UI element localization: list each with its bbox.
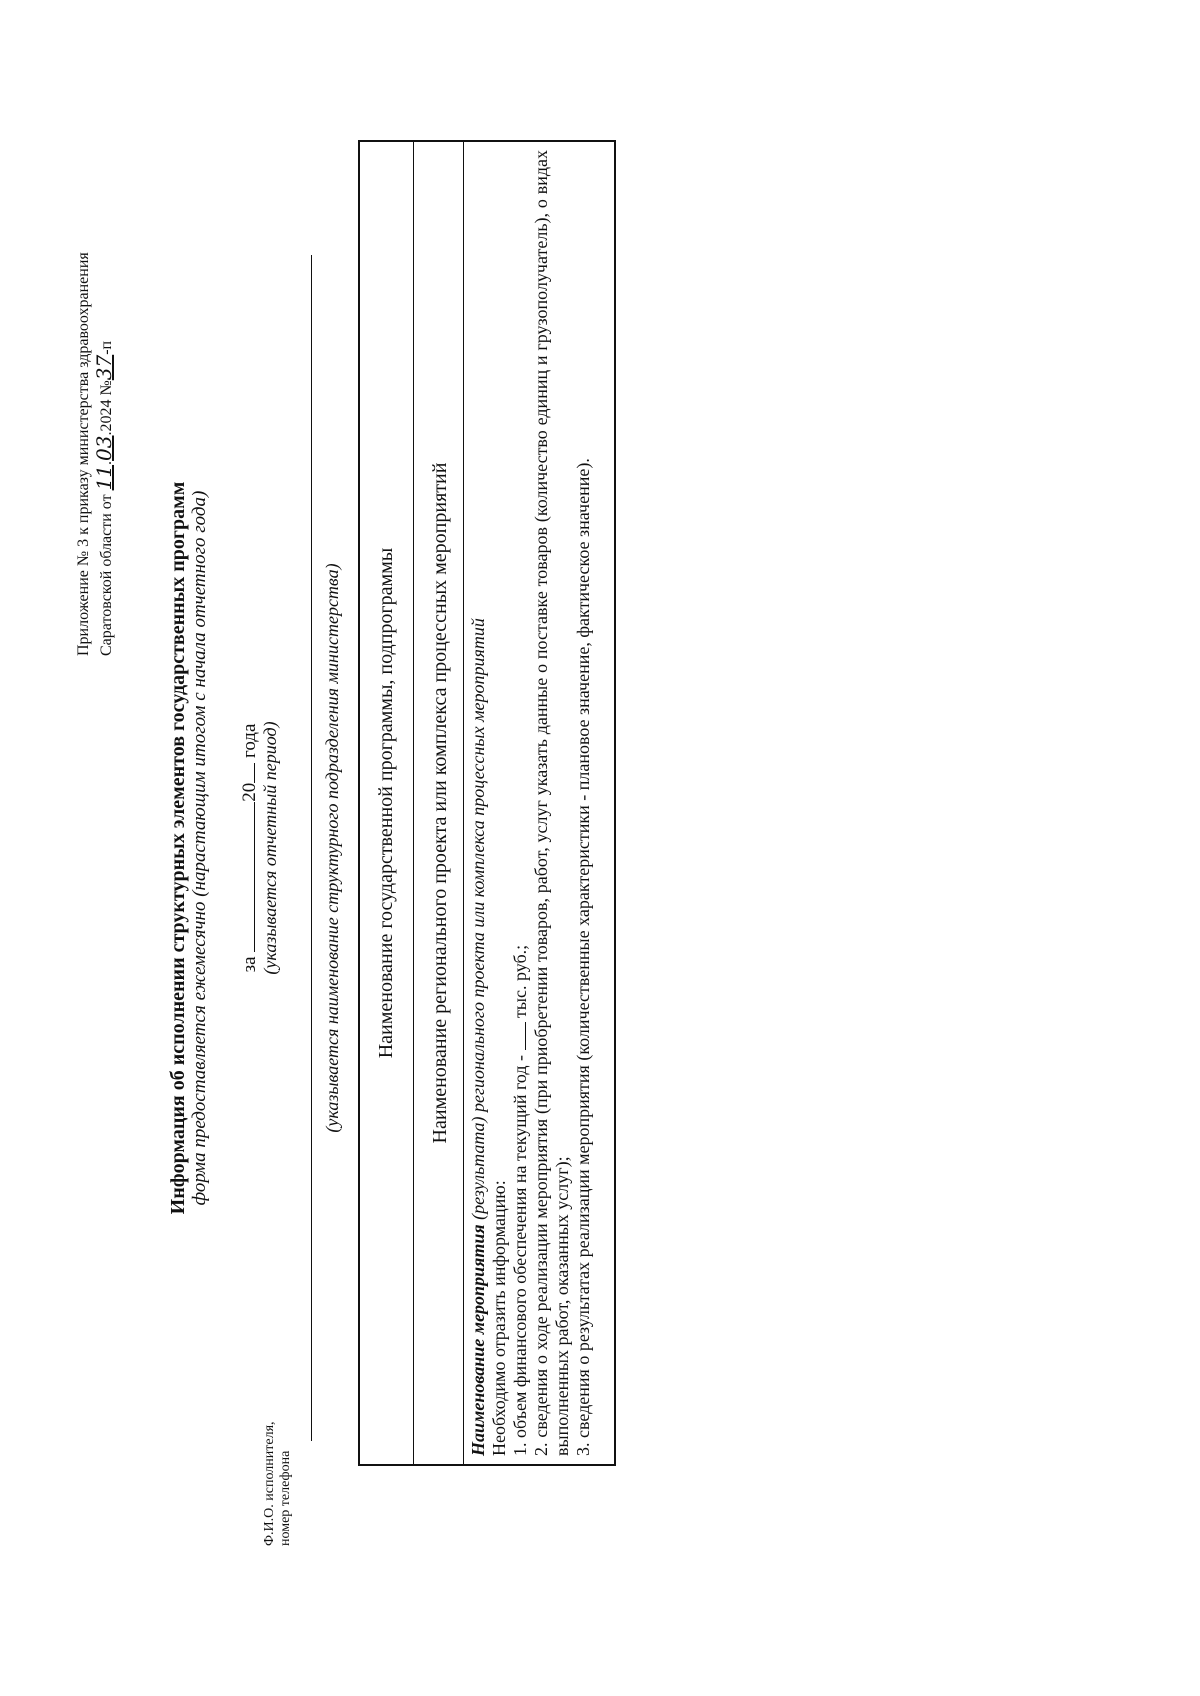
period-year-prefix: 20 bbox=[239, 782, 260, 802]
department-hint: (указывается наименование структурного подразделения министерства) bbox=[322, 563, 342, 1133]
appendix-line-2-prefix: Саратовской области от bbox=[98, 494, 115, 656]
project-name-cell: Наименование регионального проекта или комплекса процессных мероприятий bbox=[429, 462, 451, 1144]
order-number-prefix: № bbox=[98, 380, 115, 396]
table-row-program bbox=[360, 142, 414, 1464]
document-subtitle: форма предоставляется ежемесячно (нарастающим итогом с начала отчетного года) bbox=[189, 490, 210, 1206]
measure-item-1-suffix: тыс. руб.; bbox=[510, 944, 530, 1018]
report-table bbox=[358, 140, 616, 1466]
measure-item-3: 3. сведения о результатах реализации мероприятия (количественные характеристики - плановое значение, фактическое значение). bbox=[573, 458, 593, 1456]
order-date-year: .2024 bbox=[98, 399, 115, 436]
order-number-suffix: -п bbox=[98, 340, 115, 355]
measure-cell bbox=[468, 150, 594, 1456]
program-name-cell: Наименование государственной программы, подпрограммы bbox=[375, 547, 397, 1059]
table-row-measure bbox=[464, 142, 614, 1464]
table-row-project bbox=[414, 142, 464, 1464]
measure-item-1-prefix: 1. объем финансового обеспечения на текущий год - bbox=[510, 1054, 530, 1456]
measure-heading-bold: Наименование мероприятия bbox=[468, 1224, 488, 1456]
appendix-header bbox=[74, 96, 117, 656]
measure-item-1 bbox=[510, 150, 531, 1456]
amount-blank-field bbox=[511, 1022, 526, 1050]
order-number: 37 bbox=[92, 354, 116, 381]
measure-heading-rest: (результата) регионального проекта или комплекса процессных мероприятий bbox=[468, 618, 488, 1220]
order-date-month: 03 bbox=[92, 435, 116, 461]
appendix-line-2: Саратовской области от 11.03.2024 №37-п bbox=[92, 340, 116, 656]
department-blank-line bbox=[311, 255, 312, 1441]
period-blank-field bbox=[238, 802, 255, 952]
year-blank-field bbox=[238, 763, 255, 783]
signer-name-label: Ф.И.О. исполнителя, bbox=[262, 1421, 277, 1546]
document-title: Информация об исполнении структурных элементов государственных программ bbox=[167, 481, 189, 1215]
measure-heading bbox=[468, 150, 489, 1456]
period-hint: (указывается отчетный период) bbox=[260, 721, 280, 975]
period-prefix: за bbox=[239, 956, 260, 973]
measure-intro: Необходимо отразить информацию: bbox=[489, 1180, 509, 1456]
period-suffix: года bbox=[239, 723, 260, 758]
order-date-day: 11 bbox=[92, 464, 116, 491]
signer-phone-label: номер телефона bbox=[278, 1450, 293, 1546]
appendix-line-1: Приложение № 3 к приказу министерства здравоохранения bbox=[75, 252, 92, 656]
measure-item-2: 2. сведения о ходе реализации мероприятия (при приобретении товаров, работ, услуг указать данные о поставке товаров (количество единиц и грузополучатель), о видах выполненных работ, оказанных услуг); bbox=[531, 150, 572, 1456]
signer-block bbox=[262, 1421, 294, 1546]
